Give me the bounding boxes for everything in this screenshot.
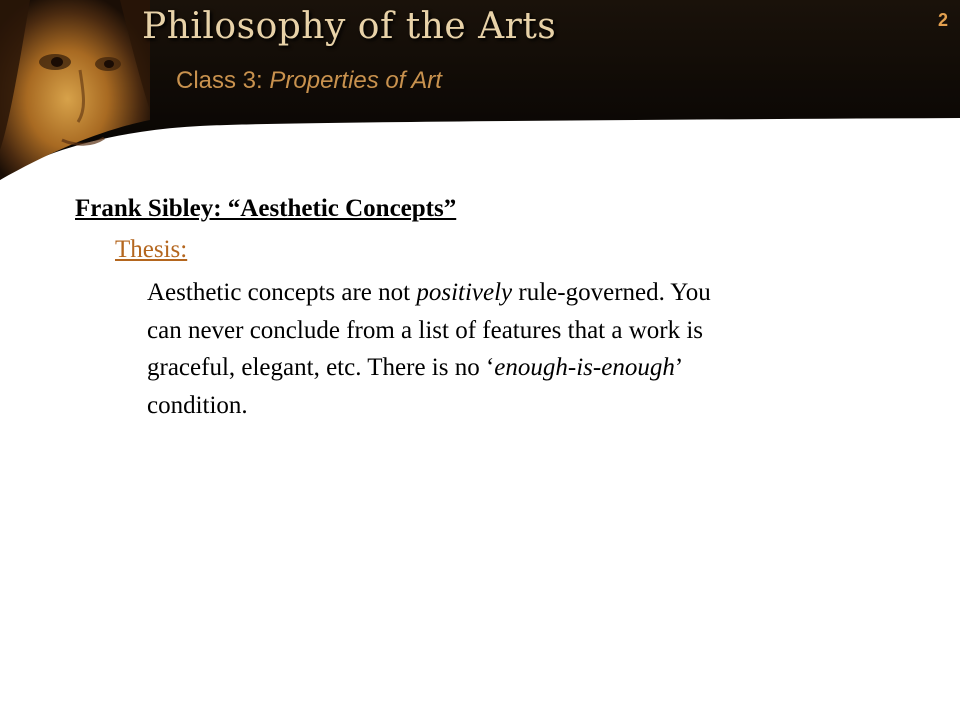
class-topic: Properties of Art: [269, 67, 442, 94]
thesis-line: [147, 274, 907, 312]
slide-heading: Frank Sibley: “Aesthetic Concepts”: [75, 195, 457, 222]
emphasis-text: positively: [416, 279, 513, 306]
thesis-label: Thesis:: [115, 236, 188, 263]
body-text: Aesthetic concepts are not: [147, 279, 417, 306]
thesis-line: [147, 387, 907, 425]
body-text: rule-governed. You: [512, 279, 711, 306]
body-text: graceful, elegant, etc. There is no ‘: [147, 354, 495, 381]
slide-number: 2: [937, 10, 948, 30]
body-text: can never conclude from a list of features that a work is: [147, 316, 704, 344]
class-label: Class 3:: [176, 67, 263, 94]
body-text: ’: [674, 354, 684, 381]
course-title: Philosophy of the Arts: [142, 6, 557, 47]
thesis-body: [147, 274, 907, 424]
thesis-line: [147, 312, 907, 350]
thesis-line: [147, 349, 907, 387]
emphasis-text: enough-is-enough: [494, 354, 675, 381]
body-text: condition.: [147, 391, 248, 419]
